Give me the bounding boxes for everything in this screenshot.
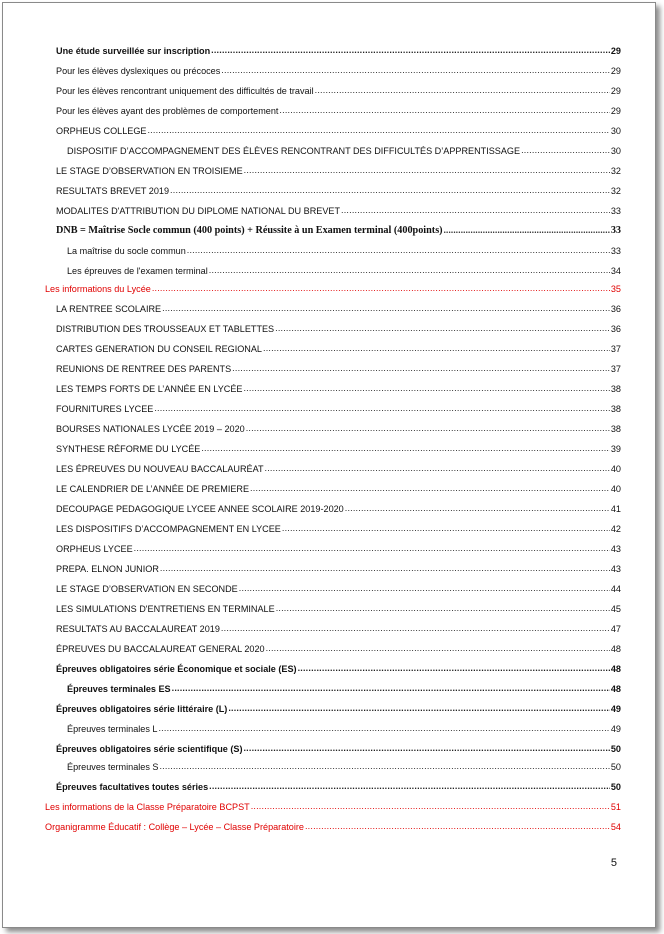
toc-entry-title: ÉPREUVES DU BACCALAUREAT GENERAL 2020 — [56, 644, 265, 654]
toc-entry-page: 38 — [610, 424, 621, 434]
toc-dot-leader — [521, 145, 610, 156]
toc-entry-page: 43 — [610, 564, 621, 574]
toc-entry-page: 30 — [610, 126, 621, 136]
toc-dot-leader — [162, 303, 610, 314]
toc-dot-leader — [221, 623, 610, 634]
toc-entry[interactable] — [56, 80, 621, 96]
toc-entry-page: 29 — [610, 46, 621, 56]
toc-entry-page: 36 — [610, 324, 621, 334]
toc-entry-title: SYNTHESE RÉFORME DU LYCÉE — [56, 444, 201, 454]
toc-entry-page: 51 — [610, 802, 621, 812]
toc-entry[interactable] — [56, 598, 621, 614]
toc-entry-title: Les informations du Lycée — [45, 284, 151, 294]
toc-entry-title: LE STAGE D’OBSERVATION EN TROISIEME — [56, 166, 243, 176]
toc-dot-leader — [282, 523, 610, 534]
table-of-contents — [3, 3, 655, 927]
toc-dot-leader — [187, 245, 610, 256]
toc-entry[interactable] — [56, 100, 621, 116]
toc-entry-title: La maîtrise du socle commun — [67, 246, 186, 256]
toc-dot-leader — [243, 743, 609, 754]
toc-entry-page: 39 — [610, 444, 621, 454]
toc-dot-leader — [244, 165, 610, 176]
toc-entry-title: RESULTATS BREVET 2019 — [56, 186, 170, 196]
toc-entry-title: DISTRIBUTION DES TROUSSEAUX ET TABLETTES — [56, 324, 275, 334]
toc-entry-page: 50 — [610, 762, 621, 772]
toc-entry-page: 47 — [610, 624, 621, 634]
toc-entry-title: Épreuves terminales S — [67, 762, 159, 772]
toc-dot-leader — [221, 65, 610, 76]
toc-entry-title: CARTES GENERATION DU CONSEIL REGIONAL — [56, 344, 262, 354]
toc-dot-leader — [265, 463, 610, 474]
toc-dot-leader — [201, 443, 610, 454]
toc-entry-page: 40 — [610, 484, 621, 494]
toc-entry-page: 50 — [610, 744, 621, 754]
toc-entry-page: 48 — [610, 684, 621, 694]
toc-dot-leader — [315, 85, 610, 96]
toc-entry-title: REUNIONS DE RENTREE DES PARENTS — [56, 364, 232, 374]
toc-dot-leader — [246, 423, 610, 434]
toc-entry-page: 38 — [610, 384, 621, 394]
toc-entry-page: 41 — [610, 504, 621, 514]
toc-entry[interactable] — [56, 558, 621, 574]
toc-entry-page: 36 — [610, 304, 621, 314]
toc-entry-title: Pour les élèves ayant des problèmes de comportement — [56, 106, 279, 116]
toc-dot-leader — [341, 205, 610, 216]
toc-entry-title: Les épreuves de l'examen terminal — [67, 266, 208, 276]
toc-entry-page: 37 — [610, 344, 621, 354]
toc-entry[interactable] — [67, 718, 621, 734]
toc-entry-page: 48 — [610, 664, 621, 674]
toc-entry-page: 29 — [610, 106, 621, 116]
toc-entry[interactable] — [56, 160, 621, 176]
toc-entry-title: Pour les élèves rencontrant uniquement des difficultés de travail — [56, 86, 314, 96]
toc-entry-page: 33 — [610, 206, 621, 216]
toc-dot-leader — [251, 801, 610, 812]
toc-entry[interactable] — [56, 658, 621, 674]
toc-dot-leader — [444, 225, 610, 236]
toc-dot-leader — [158, 723, 609, 734]
toc-entry-title: RESULTATS AU BACCALAUREAT 2019 — [56, 624, 220, 634]
toc-entry-page: 33 — [610, 246, 621, 256]
toc-dot-leader — [232, 363, 610, 374]
toc-dot-leader — [209, 781, 610, 792]
toc-entry-title: LE STAGE D’OBSERVATION EN SECONDE — [56, 584, 238, 594]
toc-entry-page: 37 — [610, 364, 621, 374]
toc-entry[interactable] — [56, 538, 621, 554]
toc-entry-page: 32 — [610, 166, 621, 176]
toc-entry[interactable] — [56, 60, 621, 76]
toc-entry-title: ORPHEUS LYCEE — [56, 544, 133, 554]
toc-dot-leader — [275, 323, 610, 334]
toc-dot-leader — [239, 583, 610, 594]
toc-entry[interactable] — [56, 120, 621, 136]
toc-entry-title: Pour les élèves dyslexiques ou précoces — [56, 66, 221, 76]
toc-entry-title: PREPA. ELNON JUNIOR — [56, 564, 159, 574]
toc-dot-leader — [154, 403, 610, 414]
toc-entry[interactable] — [56, 418, 621, 434]
toc-entry[interactable] — [56, 338, 621, 354]
toc-dot-leader — [345, 503, 610, 514]
toc-entry-title: LE CALENDRIER DE L’ANNÉE DE PREMIERE — [56, 484, 250, 494]
toc-entry-title: Les informations de la Classe Préparatoire BCPST — [45, 802, 250, 812]
page-number: 5 — [610, 857, 617, 869]
toc-entry-title: Épreuves facultatives toutes séries — [56, 782, 209, 792]
toc-entry-page: 35 — [610, 284, 621, 294]
toc-entry-page: 49 — [610, 704, 621, 714]
toc-entry[interactable] — [56, 40, 621, 56]
toc-entry[interactable] — [56, 398, 621, 414]
toc-entry-title: Épreuves obligatoires série Économique et sociale (ES) — [56, 664, 297, 674]
toc-entry[interactable] — [56, 478, 621, 494]
toc-entry-title: Épreuves terminales ES — [67, 684, 171, 694]
toc-entry[interactable] — [67, 678, 621, 694]
toc-entry-title: DNB = Maîtrise Socle commun (400 points) + Réussite à un Examen terminal (400points) — [56, 225, 443, 236]
toc-entry-title: ORPHEUS COLLEGE — [56, 126, 147, 136]
toc-entry-title: Une étude surveillée sur inscription — [56, 46, 211, 56]
toc-entry-page: 40 — [610, 464, 621, 474]
toc-dot-leader — [134, 543, 610, 554]
toc-dot-leader — [276, 603, 610, 614]
toc-entry-page: 34 — [610, 266, 621, 276]
toc-entry-page: 38 — [610, 404, 621, 414]
toc-dot-leader — [263, 343, 610, 354]
toc-entry-page: 30 — [610, 146, 621, 156]
toc-entry-title: FOURNITURES LYCEE — [56, 404, 154, 414]
toc-entry[interactable] — [56, 738, 621, 754]
toc-dot-leader — [298, 663, 610, 674]
toc-entry-title: Épreuves terminales L — [67, 724, 158, 734]
toc-entry-page: 50 — [610, 782, 621, 792]
toc-entry-title: Organigramme Éducatif : Collège – Lycée – Classe Préparatoire — [45, 822, 304, 832]
toc-entry[interactable] — [45, 816, 621, 832]
toc-entry[interactable] — [67, 240, 621, 256]
toc-dot-leader — [305, 821, 610, 832]
toc-dot-leader — [228, 703, 610, 714]
toc-dot-leader — [170, 185, 610, 196]
toc-entry-title: LA RENTREE SCOLAIRE — [56, 304, 162, 314]
toc-entry-page: 45 — [610, 604, 621, 614]
toc-entry-page: 43 — [610, 544, 621, 554]
toc-entry[interactable] — [56, 498, 621, 514]
toc-entry[interactable] — [56, 318, 621, 334]
toc-entry-page: 33 — [610, 225, 621, 236]
toc-entry[interactable] — [56, 458, 621, 474]
toc-entry-page: 29 — [610, 86, 621, 96]
toc-entry-page: 49 — [610, 724, 621, 734]
toc-entry[interactable] — [67, 140, 621, 156]
toc-dot-leader — [147, 125, 609, 136]
toc-entry[interactable] — [56, 698, 621, 714]
toc-dot-leader — [279, 105, 609, 116]
toc-entry[interactable] — [56, 776, 621, 792]
toc-dot-leader — [243, 383, 609, 394]
toc-entry-page: 32 — [610, 186, 621, 196]
toc-dot-leader — [211, 45, 610, 56]
toc-entry-title: LES ÉPREUVES DU NOUVEAU BACCALAURÉAT — [56, 464, 264, 474]
toc-dot-leader — [209, 265, 610, 276]
document-page — [2, 2, 656, 928]
toc-entry-page: 42 — [610, 524, 621, 534]
toc-entry[interactable] — [56, 358, 621, 374]
toc-entry-page: 44 — [610, 584, 621, 594]
toc-dot-leader — [152, 283, 610, 294]
toc-dot-leader — [172, 683, 610, 694]
toc-entry-page: 54 — [610, 822, 621, 832]
toc-entry[interactable] — [67, 756, 621, 772]
toc-entry-page: 29 — [610, 66, 621, 76]
toc-entry[interactable] — [56, 298, 621, 314]
toc-entry[interactable] — [56, 200, 621, 216]
toc-entry[interactable] — [56, 438, 621, 454]
toc-entry[interactable] — [56, 618, 621, 634]
toc-entry[interactable] — [56, 378, 621, 394]
toc-entry-title: Épreuves obligatoires série scientifique (S) — [56, 744, 243, 754]
toc-entry-title: LES TEMPS FORTS DE L’ANNÉE EN LYCÉE — [56, 384, 243, 394]
toc-dot-leader — [159, 761, 609, 772]
toc-entry-title: LES DISPOSITIFS D’ACCOMPAGNEMENT EN LYCEE — [56, 524, 281, 534]
toc-entry[interactable] — [56, 518, 621, 534]
toc-dot-leader — [250, 483, 610, 494]
toc-entry[interactable] — [56, 578, 621, 594]
toc-entry[interactable] — [56, 220, 621, 236]
toc-entry[interactable] — [56, 180, 621, 196]
toc-entry[interactable] — [67, 260, 621, 276]
toc-dot-leader — [266, 643, 610, 654]
toc-entry-title: Épreuves obligatoires série littéraire (L) — [56, 704, 228, 714]
toc-dot-leader — [160, 563, 610, 574]
toc-entry-title: DISPOSITIF D’ACCOMPAGNEMENT DES ÉLÈVES RENCONTRANT DES DIFFICULTÉS D’APPRENTISSAGE — [67, 146, 521, 156]
toc-entry-title: DECOUPAGE PEDAGOGIQUE LYCEE ANNEE SCOLAIRE 2019-2020 — [56, 504, 344, 514]
toc-entry[interactable] — [56, 638, 621, 654]
toc-entry-title: LES SIMULATIONS D'ENTRETIENS EN TERMINALE — [56, 604, 275, 614]
toc-entry-title: MODALITES D'ATTRIBUTION DU DIPLOME NATIONAL DU BREVET — [56, 206, 341, 216]
toc-entry-title: BOURSES NATIONALES LYCÉE 2019 – 2020 — [56, 424, 245, 434]
toc-entry[interactable] — [45, 796, 621, 812]
toc-entry-page: 48 — [610, 644, 621, 654]
toc-entry[interactable] — [45, 278, 621, 294]
